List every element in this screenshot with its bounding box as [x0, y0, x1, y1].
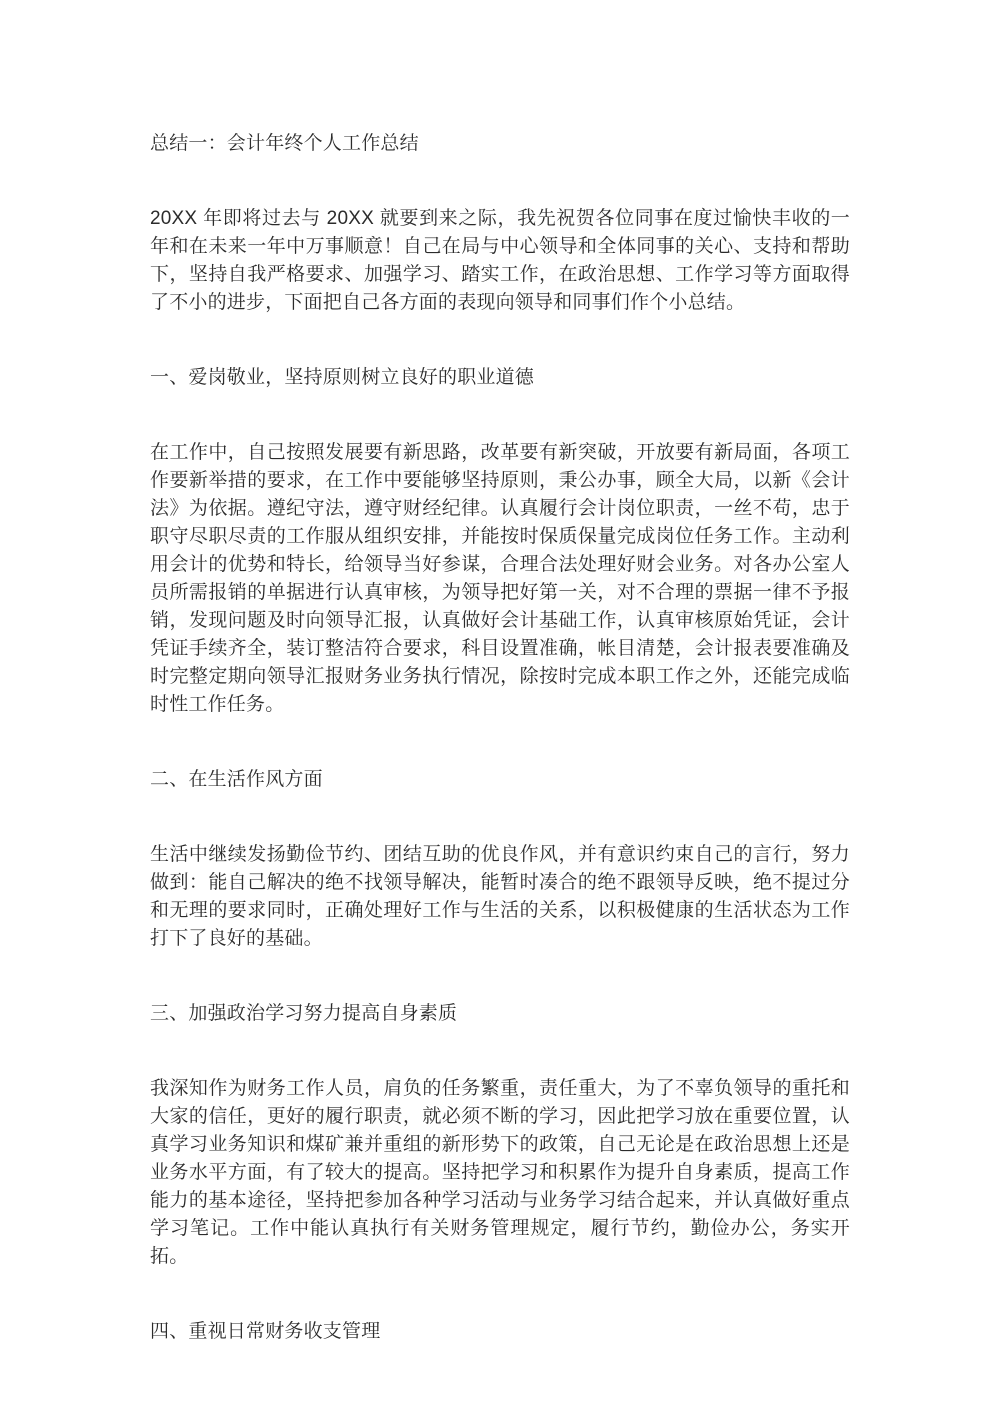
section-2-heading: 二、在生活作风方面	[150, 769, 323, 790]
section-3-heading: 三、加强政治学习努力提高自身素质	[150, 1003, 458, 1024]
section-1-paragraph: 在工作中，自己按照发展要有新思路，改革要有新突破，开放要有新局面，各项工作要新举措的要求，在工作中要能够坚持原则，秉公办事，顾全大局，以新《会计法》为依据。遵纪守法，遵守财经纪律。认真履行会计岗位职责，一丝不苟，忠于职守尽职尽责的工作服从组织安排，并能按时保质保量完成岗位任务工作。主动利用会计的优势和特长，给领导当好参谋，合理合法处理好财会业务。对各办公室人员所需报销的单据进行认真审核，为领导把好第一关，对不合理的票据一律不予报销，发现问题及时向领导汇报，认真做好会计基础工作，认真审核原始凭证，会计凭证手续齐全，装订整洁符合要求，科目设置准确，帐目清楚，会计报表要准确及时完整定期向领导汇报财务业务执行情况，除按时完成本职工作之外，还能完成临时性工作任务。	[150, 442, 850, 715]
section-1-heading: 一、爱岗敬业，坚持原则树立良好的职业道德	[150, 367, 535, 388]
section-3-paragraph: 我深知作为财务工作人员，肩负的任务繁重，责任重大，为了不辜负领导的重托和大家的信任，更好的履行职责，就必须不断的学习，因此把学习放在重要位置，认真学习业务知识和煤矿兼并重组的新形势下的政策，自己无论是在政治思想上还是业务水平方面，有了较大的提高。坚持把学习和积累作为提升自身素质，提高工作能力的基本途径，坚持把参加各种学习活动与业务学习结合起来，并认真做好重点学习笔记。工作中能认真执行有关财务管理规定，履行节约，勤俭办公，务实开拓。	[150, 1078, 850, 1267]
section-2-paragraph: 生活中继续发扬勤俭节约、团结互助的优良作风，并有意识约束自己的言行，努力做到：能自己解决的绝不找领导解决，能暂时凑合的绝不跟领导反映，绝不提过分和无理的要求同时，正确处理好工作与生活的关系，以积极健康的生活状态为工作打下了良好的基础。	[150, 844, 850, 949]
document-title: 总结一：会计年终个人工作总结	[150, 133, 419, 154]
intro-paragraph: 20XX 年即将过去与 20XX 就要到来之际，我先祝贺各位同事在度过愉快丰收的一年和在未来一年中万事顺意！自己在局与中心领导和全体同事的关心、支持和帮助下，坚持自我严格要求、加强学习、踏实工作，在政治思想、工作学习等方面取得了不小的进步，下面把自己各方面的表现向领导和同事们作个小总结。	[150, 208, 850, 313]
section-4-heading: 四、重视日常财务收支管理	[150, 1321, 381, 1342]
